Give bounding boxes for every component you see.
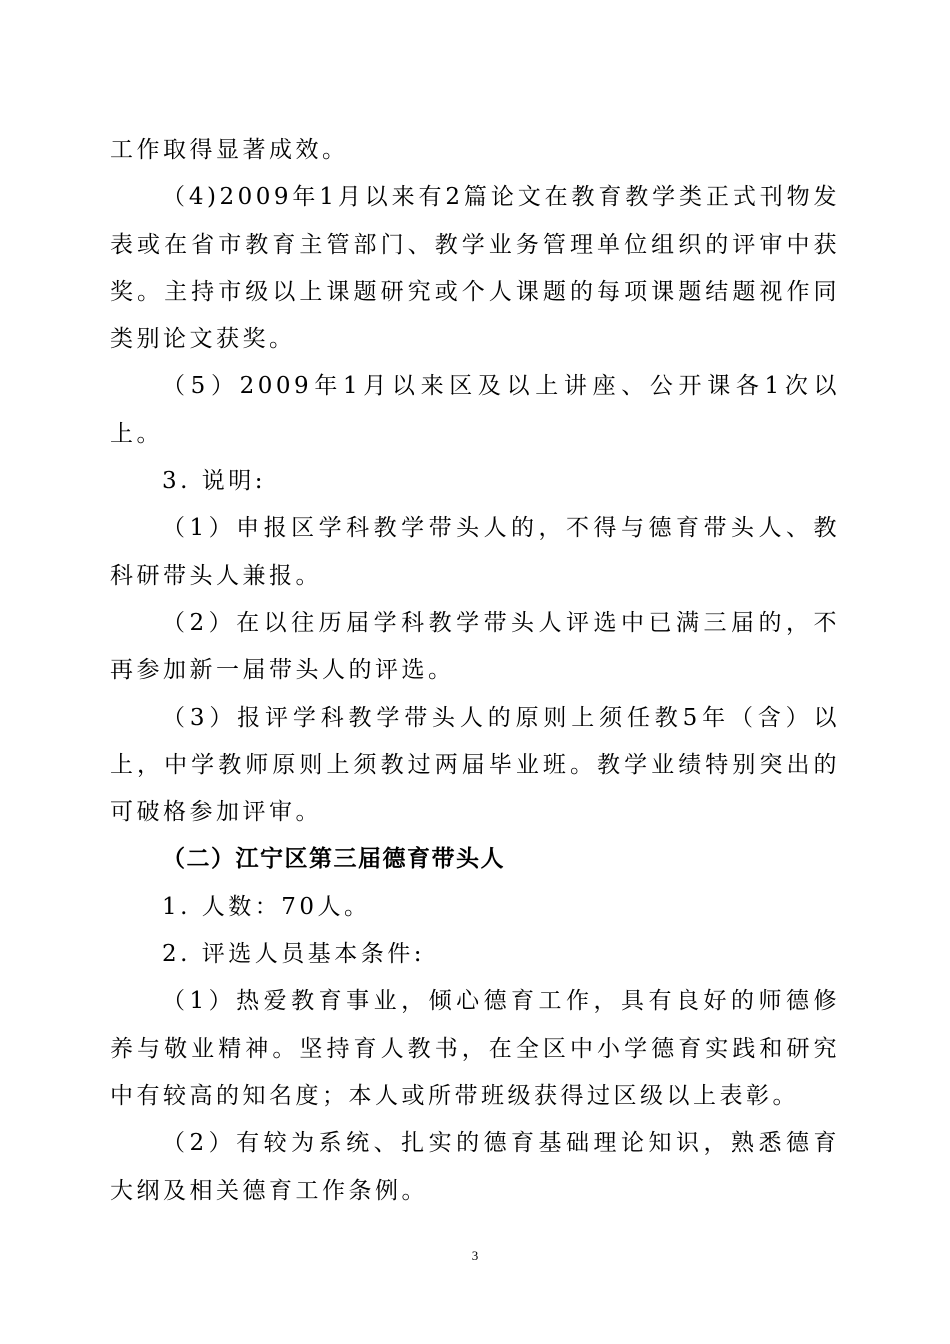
paragraph-headcount: 1. 人数：70人。: [162, 893, 371, 920]
paragraph-notes-heading: 3. 说明:: [162, 468, 267, 495]
paragraph-continuation: 工作取得显著成效。: [110, 137, 349, 163]
page-number: 3: [471, 1248, 479, 1263]
section-heading-moral-education-leader: （二）江宁区第三届德育带头人: [162, 846, 505, 873]
paragraph-note-2: （2）在以往历届学科教学带头人评选中已满三届的，不再参加新一届带头人的评选。: [110, 609, 840, 684]
paragraph-condition-1: （1）热爱教育事业，倾心德育工作，具有良好的师德修养与敬业精神。坚持育人教书，在全区中小学德育实践和研究中有较高的知名度；本人或所带班级获得过区级以上表彰。: [110, 988, 840, 1109]
paragraph-papers-requirement: （4)2009年1月以来有2篇论文在教育教学类正式刊物发表或在省市教育主管部门、教学业务管理单位组织的评审中获奖。主持市级以上课题研究或个人课题的每项课题结题视作同类别论文获奖。: [110, 184, 840, 353]
paragraph-basic-conditions-heading: 2. 评选人员基本条件:: [162, 941, 426, 968]
paragraph-lectures-requirement: （5）2009年1月以来区及以上讲座、公开课各1次以上。: [110, 373, 840, 447]
body-text: [110, 127, 840, 1215]
paragraph-note-3: （3）报评学科教学带头人的原则上须任教5年（含）以上，中学教师原则上须教过两届毕业班。教学业绩特别突出的可破格参加评审。: [110, 704, 840, 826]
paragraph-note-1: （1）申报区学科教学带头人的，不得与德育带头人、教科研带头人兼报。: [110, 515, 840, 589]
paragraph-condition-2: （2）有较为系统、扎实的德育基础理论知识，熟悉德育大纲及相关德育工作条例。: [110, 1130, 840, 1204]
